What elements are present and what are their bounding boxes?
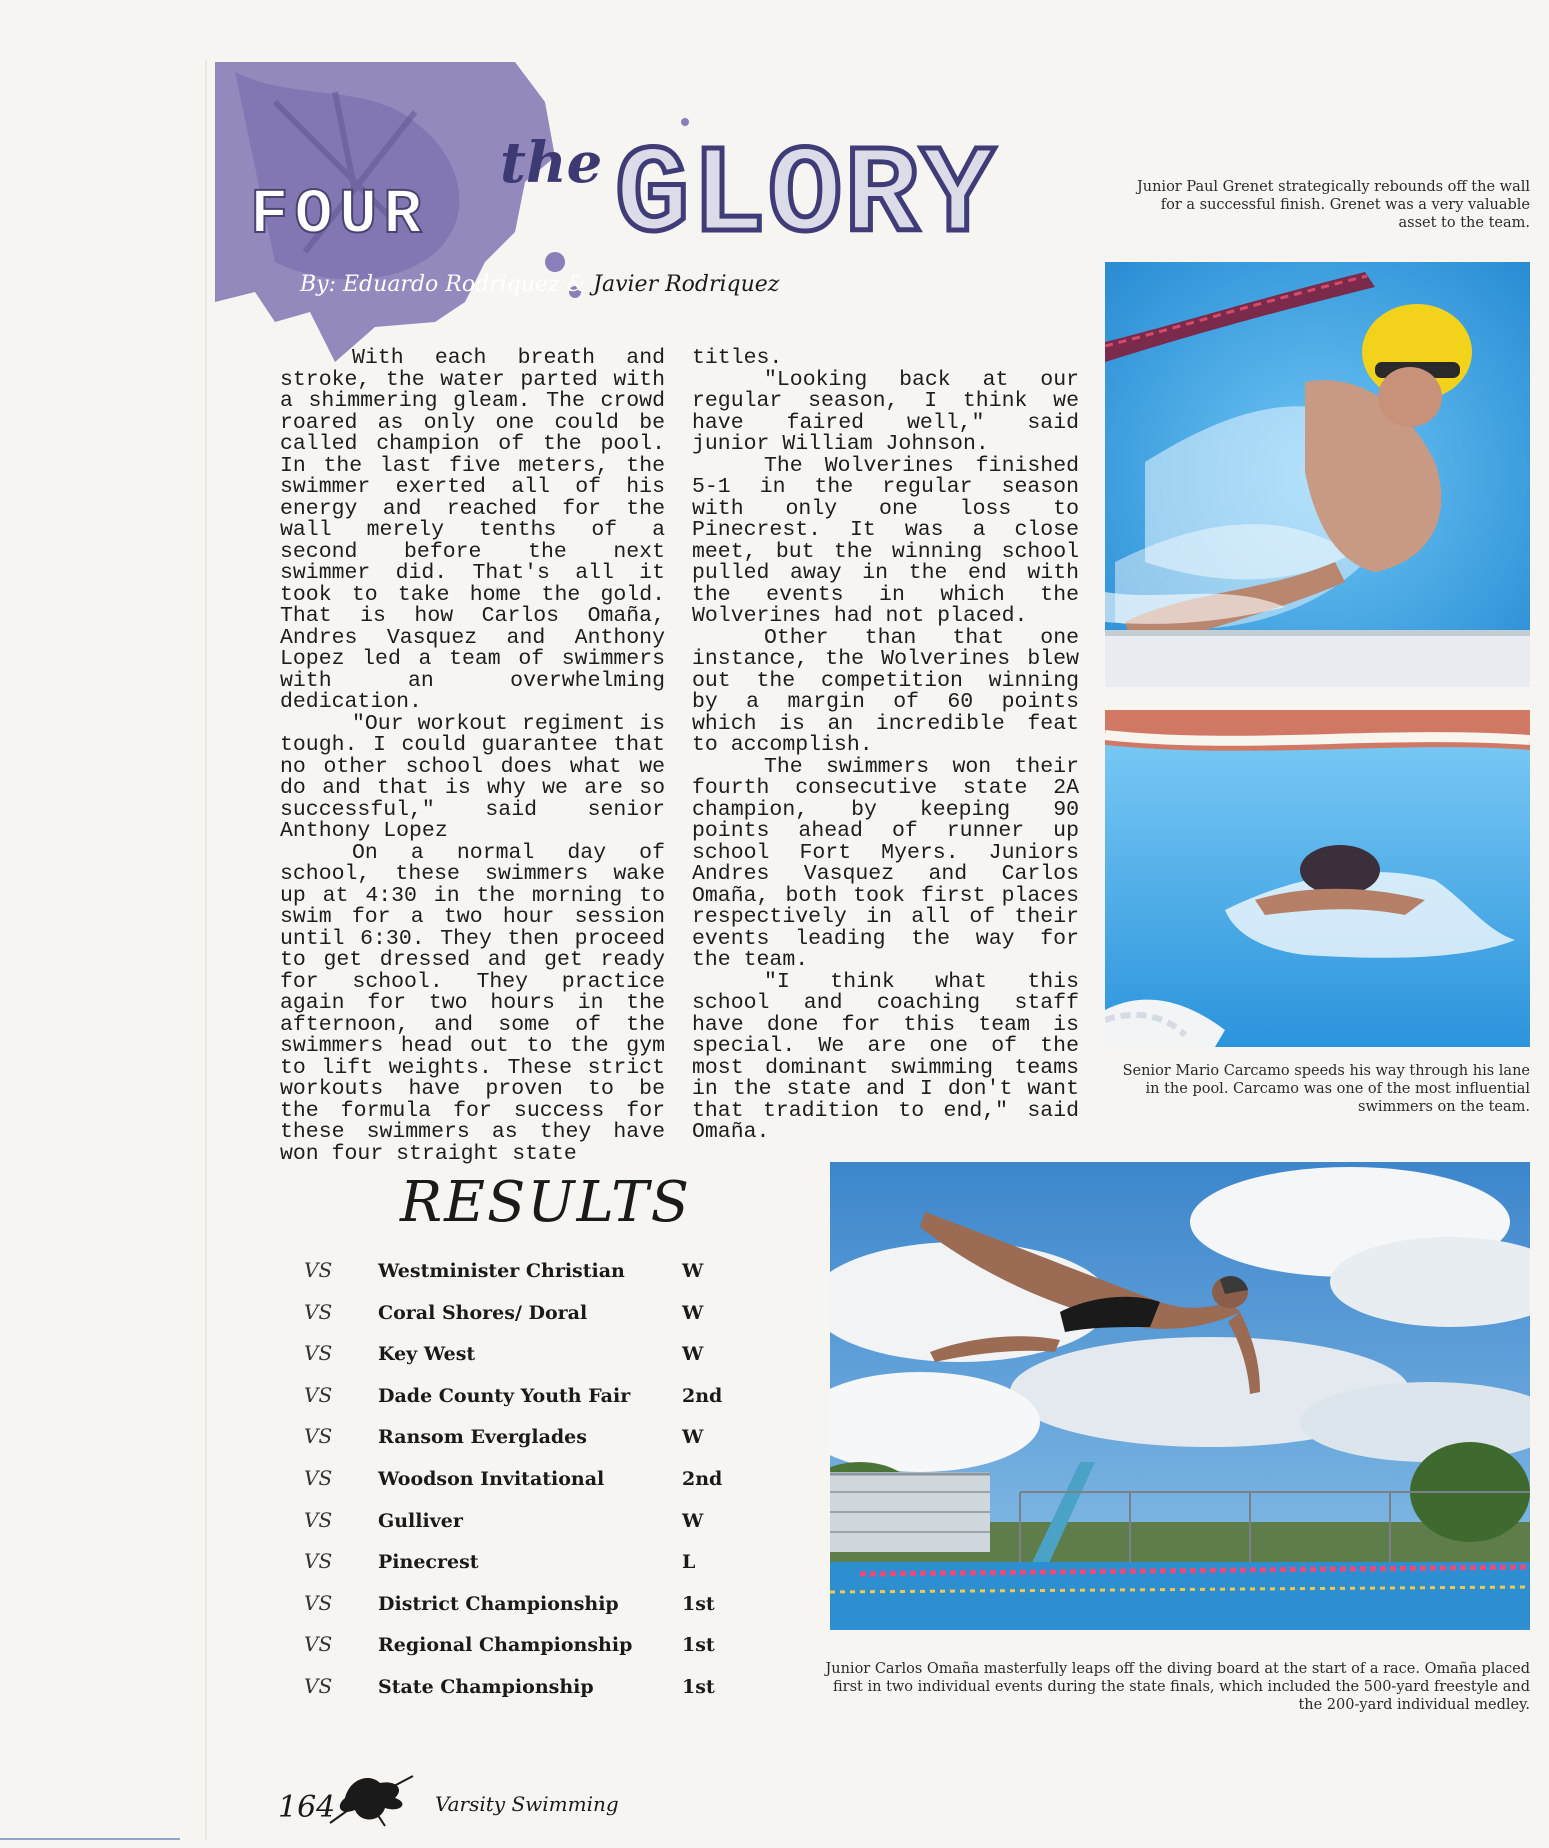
opponent-name: Coral Shores/ Doral <box>378 1301 588 1324</box>
match-result: W <box>682 1509 704 1532</box>
vs-label: VS <box>304 1258 333 1282</box>
results-row <box>300 1466 740 1496</box>
photo-swimmer-rebound <box>1105 262 1530 687</box>
vs-label: VS <box>304 1549 333 1574</box>
results-row <box>300 1508 740 1538</box>
match-result: W <box>682 1260 704 1282</box>
section-name: Varsity Swimming <box>435 1792 619 1816</box>
match-result: W <box>682 1301 704 1324</box>
article-paragraph: On a normal day of school, these swimmers wake up at 4:30 in the morning to swim for a two hour session until 6:30. They then proceed to get dressed and get ready for school. They practice again for two hours in the afternoon, and some of the swimmers head out to the gym to lift weights. These strict workouts have proven to be the formula for success for these swimmers as they have won four straight state <box>280 840 665 1166</box>
article-paragraph: "I think what this school and coaching staff have done for this team is special. We are one of the most dominant swimming teams in the state and I don't want that tradition to end," said Omaña. <box>692 969 1079 1144</box>
article-paragraph: The swimmers won their fourth consecutive state 2A champion, by keeping 90 points ahead of runner up school Fort Myers. Juniors Andres Vasquez and Carlos Omaña, both took first places respectively in all of their events leading the way for the team. <box>692 754 1079 972</box>
match-result: W <box>682 1426 704 1449</box>
opponent-name: Gulliver <box>378 1509 463 1532</box>
opponent-name: Ransom Everglades <box>378 1426 587 1449</box>
article-paragraph: "Our workout regiment is tough. I could guarantee that no other school does what we do and that is why we are so successful," said senior Anthony Lopez <box>280 711 665 843</box>
results-row <box>300 1383 740 1413</box>
title-four: FOUR <box>250 180 428 252</box>
byline-first-author: By: Eduardo Rodriquez & <box>300 272 587 297</box>
article-column-1 <box>280 348 665 1165</box>
results-row <box>300 1591 740 1621</box>
photo-diver-start <box>830 1162 1530 1630</box>
results-row <box>300 1341 740 1371</box>
opponent-name: Woodson Invitational <box>378 1468 605 1490</box>
results-row <box>300 1424 740 1454</box>
byline <box>300 272 779 297</box>
photo-caption-1: Junior Paul Grenet strategically rebounds off the wall for a successful finish. Grenet was a very valuable asset to the team. <box>1136 179 1530 231</box>
results-heading: RESULTS <box>400 1170 691 1235</box>
opponent-name: Dade County Youth Fair <box>378 1384 631 1407</box>
article-paragraph: The Wolverines finished 5-1 in the regular season with only one loss to Pinecrest. It was a close meet, but the winning school pulled away in the end with the events in which the Wolverines had not placed. <box>692 453 1079 628</box>
match-result: 1st <box>682 1676 715 1698</box>
results-row <box>300 1549 740 1579</box>
vs-label: VS <box>304 1590 333 1615</box>
results-row <box>300 1300 740 1330</box>
results-row <box>300 1632 740 1662</box>
vs-label: VS <box>304 1299 333 1324</box>
photo-caption-3: Junior Carlos Omaña masterfully leaps off the diving board at the start of a race. Omaña placed first in two individual events during the state finals, which included the 500-yard freestyle and the 200-yard individual medley. <box>825 1661 1530 1713</box>
margin-rule <box>0 1838 180 1840</box>
vs-label: VS <box>304 1424 333 1449</box>
title-the: the <box>500 130 603 196</box>
match-result: 1st <box>682 1592 715 1615</box>
byline-second-author: Javier Rodriquez <box>593 272 780 297</box>
results-row <box>300 1674 740 1704</box>
photo-caption-2: Senior Mario Carcamo speeds his way through his lane in the pool. Carcamo was one of the most influential swimmers on the team. <box>1122 1063 1530 1115</box>
vs-label: VS <box>304 1632 333 1657</box>
vs-label: VS <box>304 1507 333 1532</box>
article-paragraph: Other than that one instance, the Wolverines blew out the competition winning by a margin of 60 points which is an incredible feat to accomplish. <box>692 625 1079 757</box>
opponent-name: State Championship <box>378 1676 594 1698</box>
opponent-name: Pinecrest <box>378 1551 479 1574</box>
title-glory: GLORY <box>615 128 998 268</box>
match-result: 2nd <box>682 1384 723 1407</box>
opponent-name: Westminister Christian <box>378 1260 625 1282</box>
match-result: 1st <box>682 1634 715 1657</box>
match-result: L <box>682 1551 696 1574</box>
opponent-name: Regional Championship <box>378 1634 633 1657</box>
results-row <box>300 1258 740 1288</box>
vs-label: VS <box>304 1674 333 1698</box>
photo-swimmer-freestyle <box>1105 710 1530 1047</box>
page-number: 164 <box>278 1790 336 1825</box>
page-edge-shadow <box>205 60 207 1840</box>
match-result: W <box>682 1343 704 1366</box>
article-paragraph: With each breath and stroke, the water parted with a shimmering gleam. The crowd roared as only one could be called champion of the pool. In the last five meters, the swimmer exerted all of his energy and reached for the wall merely tenths of a second before the next swimmer did. That's all it took to take home the gold. That is how Carlos Omaña, Andres Vasquez and Anthony Lopez led a team of swimmers with an overwhelming dedication. <box>280 346 665 714</box>
article-paragraph: "Looking back at our regular season, I think we have faired well," said junior William Johnson. <box>692 367 1079 456</box>
opponent-name: District Championship <box>378 1592 619 1615</box>
ink-splat-icon <box>325 1768 415 1828</box>
vs-label: VS <box>304 1341 333 1366</box>
article-paragraph: titles. <box>692 346 783 370</box>
article-column-2 <box>692 348 1079 1144</box>
vs-label: VS <box>304 1466 333 1490</box>
vs-label: VS <box>304 1382 333 1407</box>
opponent-name: Key West <box>378 1343 476 1366</box>
match-result: 2nd <box>682 1468 723 1490</box>
